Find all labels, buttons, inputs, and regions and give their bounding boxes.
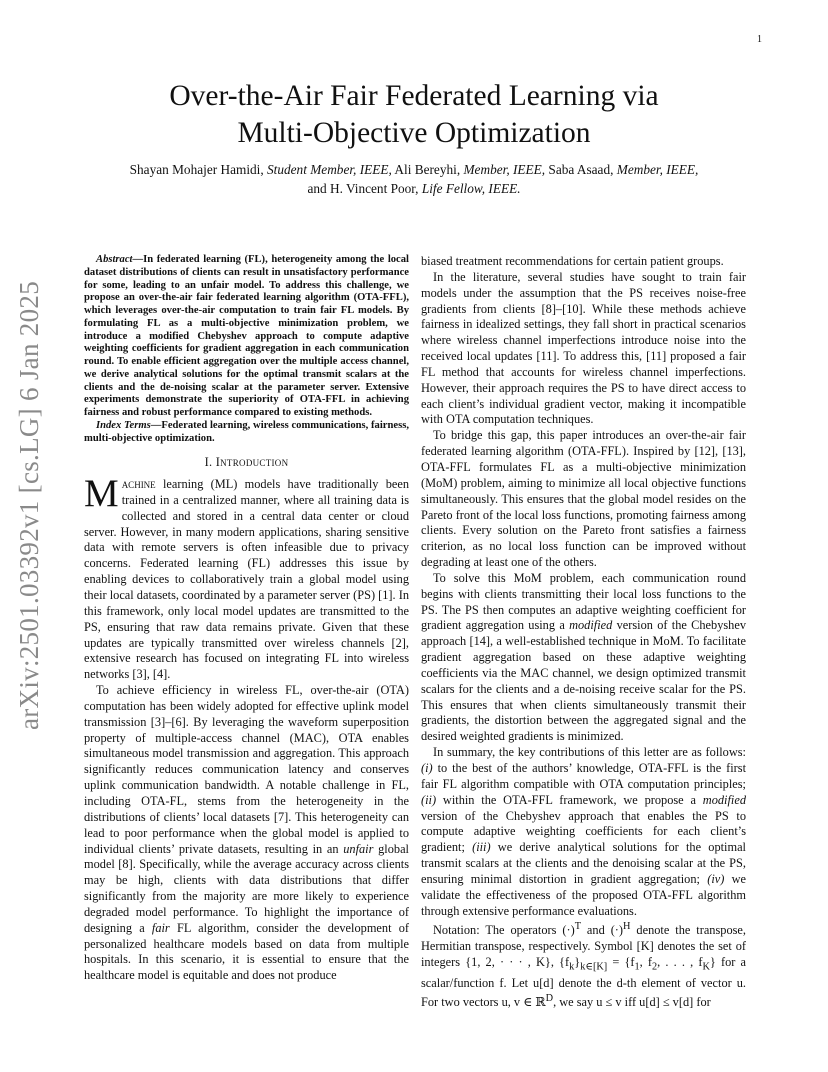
contributions-paragraph xyxy=(421,745,746,919)
index-terms xyxy=(84,420,409,446)
arxiv-stamp-text: arXiv:2501.03392v1 [cs.LG] 6 Jan 2025 xyxy=(14,280,45,730)
intro-paragraph-1 xyxy=(84,472,409,683)
paragraph-text: to the best of the authors’ knowledge, OTA-FFL is the first fair FL algorithm compatible with OTA computation principles; xyxy=(421,761,746,791)
paragraph-text: FL algorithm, consider the development of personalized healthcare models based on data from multiple hospitals. In this scenario, it is essential to ensure that the healthcare model is equitable and does not produce xyxy=(84,920,409,983)
title-line-2: Multi-Objective Optimization xyxy=(237,117,591,149)
abstract xyxy=(84,254,409,420)
method-paragraph xyxy=(421,571,746,745)
abstract-lead: Abstract xyxy=(96,254,133,265)
emphasis-text: (iv) xyxy=(707,871,725,886)
literature-paragraph: In the literature, several studies have sought to train fair models under the assumption that the PS receives noise-free gradients from clients [8]–[10]. While these methods achieve fairness in idealized settings, they fall short in practical scenarios where wireless channel imperfections introduce noise into the received local updates [11]. To address this, [11] proposed a fair FL method that accounts for wireless channel imperfections. However, their approach requires the PS to have direct access to each client’s individual gradient vector, making it incompatible with OTA computation techniques. xyxy=(421,269,746,427)
paragraph-text: In summary, the key contributions of this letter are as follows: xyxy=(433,745,746,760)
author-name: and H. Vincent Poor, xyxy=(307,181,419,196)
author-name: Saba Asaad, xyxy=(548,162,614,177)
paragraph-text: , we say u ≤ v iff u[d] ≤ v[d] for xyxy=(553,995,711,1010)
paragraph-text: denote the transpose, Hermitian transpose, respectively. Symbol [K] denotes the set of integers {1, 2, · · · , K}, {f xyxy=(421,923,746,970)
section-title: Introduction xyxy=(215,455,289,470)
emphasis-text: fair xyxy=(151,920,170,935)
author-list xyxy=(70,160,758,198)
paper-title xyxy=(80,78,748,152)
title-line-1: Over-the-Air Fair Federated Learning via xyxy=(169,80,659,112)
subscript: k∈[K] xyxy=(580,961,608,973)
paragraph-text: To solve this MoM problem, each communication round begins with clients transmitting their local loss functions to the PS. The PS then computes an adaptive weighting coefficient for gradient aggregation using a xyxy=(421,570,746,633)
first-words: achine xyxy=(121,477,156,492)
paragraph-text: } for a scalar/function f. Let u[d] denote the d-th element of vector u. For two vectors u, v ∈ ℝ xyxy=(421,955,747,1010)
emphasis-text: modified xyxy=(569,618,613,633)
emphasis-text: (i) xyxy=(421,761,433,775)
paragraph-text: global model [8]. Specifically, while the average accuracy across clients may be high, clients with data distributions that differ significantly from the majority are more likely to experience degraded model performance. To highlight the importance of designing a xyxy=(84,841,409,935)
emphasis-text: (iii) xyxy=(472,840,491,855)
emphasis-text: (ii) xyxy=(421,792,437,807)
section-heading-introduction xyxy=(84,455,409,471)
author-name: Ali Bereyhi, xyxy=(394,162,461,177)
subscript: 2 xyxy=(652,961,658,973)
notation-paragraph xyxy=(421,919,746,1011)
abstract-text: —In federated learning (FL), heterogeneity among the local dataset distributions of clients can result in unsatisfactory performance for some, leading to an unfair model. To address this challenge, we propose an over-the-air fair federated learning algorithm (OTA-FFL), which leverages over-the-air computation to train fair FL models. By formulating FL as a multi-objective minimization problem, we introduce a modified Chebyshev approach to compute adaptive weighting coefficients for gradient aggregation in each communication round. To enable efficient aggregation over the multiple access channel, we derive analytical solutions for the optimal transmit scalars at the clients and the de-noising scalar at the parameter server. Extensive experiments demonstrate the superiority of OTA-FFL in achieving fairness and robust performance compared to existing methods. xyxy=(84,254,409,418)
author-role: Member, IEEE, xyxy=(616,162,699,177)
paragraph-text: version of the Chebyshev approach that enables the PS to compute adaptive weighting coefficients for each client’s gradient; xyxy=(421,808,746,855)
author-role: Student Member, IEEE, xyxy=(267,162,392,177)
section-numeral: I. xyxy=(204,455,213,470)
drop-cap: M xyxy=(84,472,119,516)
author-name: Shayan Mohajer Hamidi, xyxy=(129,162,264,177)
superscript: D xyxy=(545,993,554,1005)
continued-paragraph: biased treatment recommendations for certain patient groups. xyxy=(421,254,724,268)
emphasis-text: unfair xyxy=(343,841,374,856)
intro-paragraph-1-text: learning (ML) models have traditionally been trained in a centralized manner, where all training data is collected and stored in a central data center or cloud server. However, in many modern applications, sharing sensitive data with remote servers is often infeasible due to privacy concerns. Federated learning (FL) addresses this issue by enabling devices to collaboratively train a global model using their local datasets, coordinated by a parameter server (PS) [1]. In this framework, only local model updates are transmitted to the PS, ensuring that raw data remains private. Given that these updates are typically transmitted over wireless channels [2], extensive research has focused on integrating FL into wireless networks [3], [4]. xyxy=(84,477,409,682)
page-number: 1 xyxy=(757,34,762,45)
paragraph-text: , . . . , f xyxy=(657,955,703,970)
subscript: K xyxy=(702,961,710,973)
subscript: k xyxy=(569,961,575,973)
paragraph-text: = {f xyxy=(607,955,635,970)
paragraph-text: within the OTA-FFL framework, we propose a xyxy=(436,792,703,807)
paragraph-text: , f xyxy=(639,955,653,970)
author-role: Life Fellow, IEEE. xyxy=(421,181,521,196)
paragraph-text: } xyxy=(574,955,581,970)
paragraph-text: version of the Chebyshev approach [14], a well-established technique in MoM. To facilitate gradient aggregation based on these adaptive weighting coefficients via the MAC channel, we design optimized transmit scalars for the clients and a de-noising receive scalar for the PS. This ensures that when clients simultaneously transmit their gradients, the distortion between the aggregated signal and the desired weighted gradients is minimized. xyxy=(421,618,746,744)
superscript: T xyxy=(574,921,581,933)
paragraph-text: we validate the effectiveness of the proposed OTA-FFL algorithm through extensive performance evaluations. xyxy=(421,871,747,918)
intro-paragraph-2 xyxy=(84,683,409,984)
paragraph-text: and (·) xyxy=(580,923,624,938)
paragraph-text: we derive analytical solutions for the optimal transmit scalars at the clients and the denoising scalar at the PS, ensuring minimal distortion in gradient aggregation; xyxy=(421,840,746,886)
subscript: 1 xyxy=(634,961,640,973)
paragraph-text: To achieve efficiency in wireless FL, over-the-air (OTA) computation has been widely adopted for effective uplink model transmission [3]–[6]. By leveraging the waveform superposition property of multiple-access channel (MAC), OTA enables simultaneous model transmission and aggregation. This approach significantly reduces communication latency and conserves uplink communication bandwidth. A notable challenge in FL, including OTA-FL, stems from the heterogeneity in the distributions of clients’ local datasets [7]. This heterogeneity can lead to poor performance when the global model is applied to individual clients’ private datasets, resulting in an xyxy=(84,683,409,856)
index-terms-lead: Index Terms xyxy=(96,419,151,431)
paragraph-text: Notation: The operators (·) xyxy=(433,923,575,938)
author-role: Member, IEEE, xyxy=(463,162,546,177)
right-column xyxy=(421,254,746,1011)
arxiv-stamp[interactable] xyxy=(10,280,50,730)
emphasis-text: modified xyxy=(702,792,746,807)
left-column xyxy=(84,254,409,984)
proposal-paragraph: To bridge this gap, this paper introduces an over-the-air fair federated learning algorithm (OTA-FFL). Inspired by [12], [13], OTA-FFL formulates FL as a multi-objective minimization (MoM) problem, aiming to minimize all local objective functions simultaneously. This ensures that the global model resides on the Pareto front of the local loss functions, promoting fairness among clients. Every solution on the Pareto front satisfies a fairness criterion, as no local loss function can be improved without degrading at least one of the others. xyxy=(421,428,746,570)
index-terms-text: —Federated learning, wireless communications, fairness, multi-objective optimization. xyxy=(84,419,409,444)
superscript: H xyxy=(623,921,631,933)
